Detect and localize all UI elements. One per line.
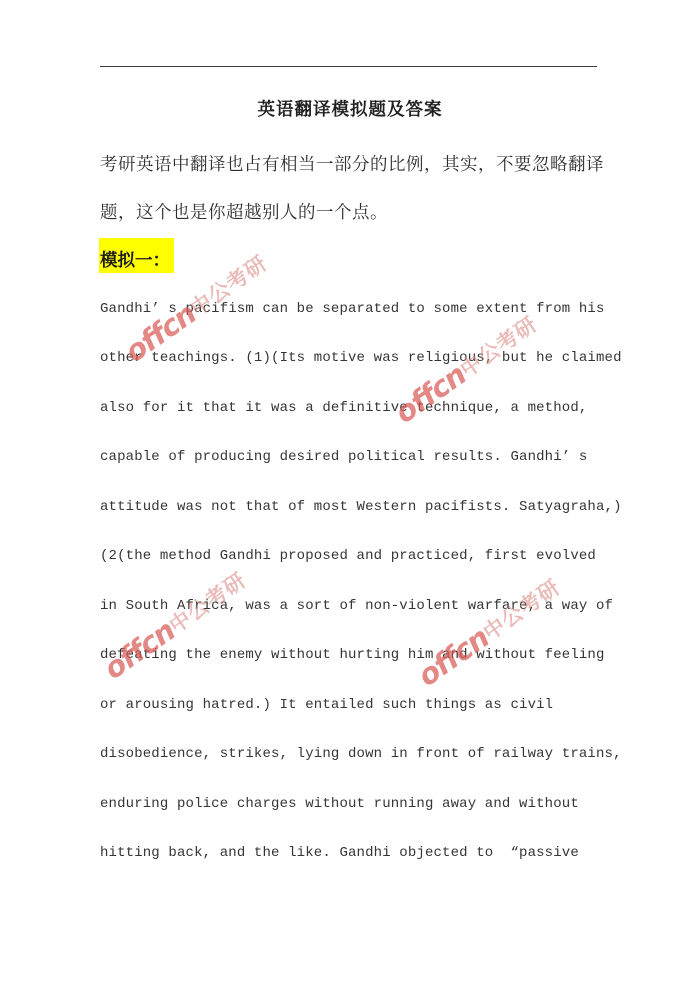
page-title: 英语翻译模拟题及答案 [257, 99, 443, 119]
body-line: (2(the method Gandhi proposed and practiced, first evolved [100, 548, 596, 564]
body-line: enduring police charges without running away and without [100, 796, 579, 812]
offcn-logo-text: offcn [97, 613, 181, 686]
offcn-watermark [411, 570, 566, 693]
offcn-watermark [97, 563, 252, 686]
offcn-cn-text: 中公考研 [164, 567, 251, 638]
body-line: attitude was not that of most Western pacifists. Satyagraha,) [100, 499, 622, 515]
body-line: also for it that it was a definitive technique, a method, [100, 400, 588, 416]
section-label-highlighted: 模拟一： [99, 238, 174, 273]
body-line: or arousing hatred.) It entailed such things as civil [100, 697, 554, 713]
body-line: defeating the enemy without hurting him and without feeling [100, 647, 605, 663]
offcn-cn-text: 中公考研 [455, 311, 542, 382]
body-line: hitting back, and the like. Gandhi objected to “passive [100, 845, 579, 861]
offcn-logo-text: offcn [411, 620, 495, 693]
body-line: disobedience, strikes, lying down in front of railway trains, [100, 746, 622, 762]
body-line: in South Africa, was a sort of non-violent warfare, a way of [100, 598, 614, 614]
offcn-logo-text: offcn [388, 357, 472, 430]
intro-line: 考研英语中翻译也占有相当一部分的比例，其实，不要忽略翻译 [100, 154, 604, 174]
top-rule [100, 66, 597, 67]
body-line: Gandhi’ s pacifism can be separated to some extent from his [100, 301, 605, 317]
offcn-cn-text: 中公考研 [185, 250, 272, 321]
body-line: capable of producing desired political results. Gandhi’ s [100, 449, 588, 465]
intro-line: 题，这个也是你超越别人的一个点。 [100, 202, 388, 222]
offcn-cn-text: 中公考研 [478, 574, 565, 645]
offcn-logo-text: offcn [118, 296, 202, 369]
body-line: other teachings. (1)(Its motive was religious, but he claimed [100, 350, 622, 366]
